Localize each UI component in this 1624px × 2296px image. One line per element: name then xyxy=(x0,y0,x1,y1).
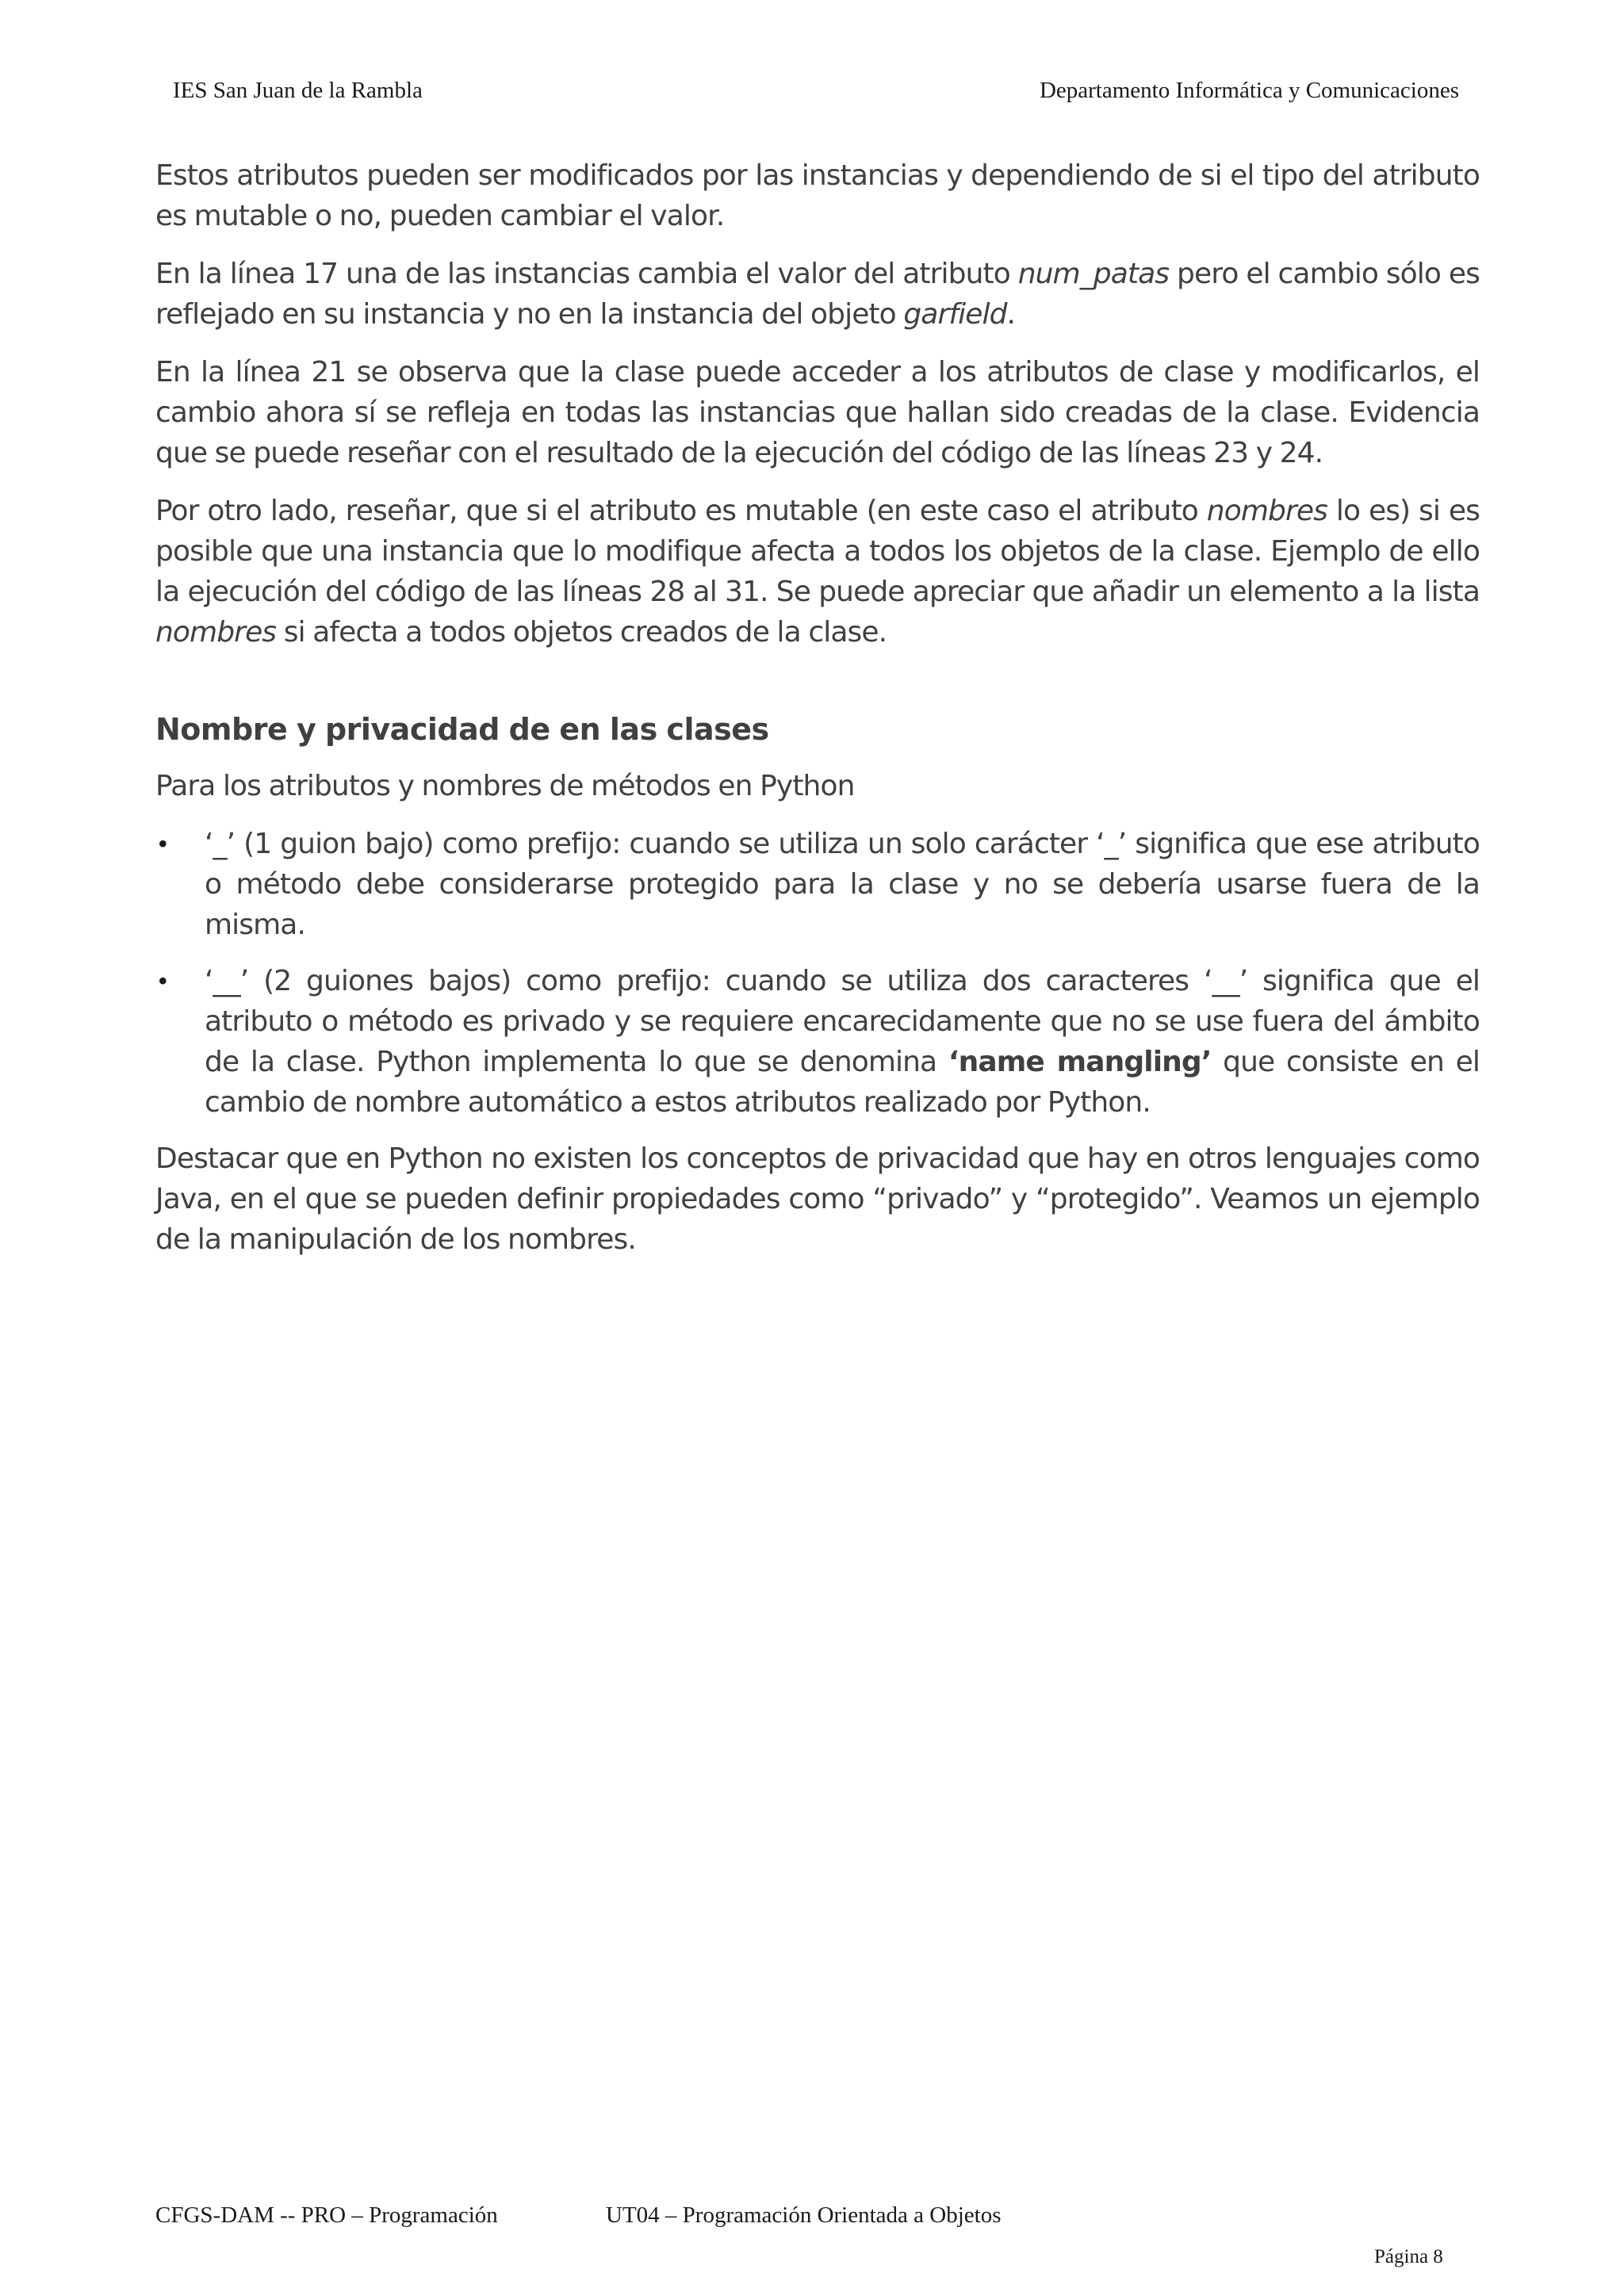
header-department: Departamento Informática y Comunicaciones xyxy=(1039,78,1459,103)
bullet-2-text-b: que consiste en el cambio de nombre automático a estos atributos realizado por Python. xyxy=(205,1046,1480,1119)
footer-unit: UT04 – Programación Orientada a Objetos xyxy=(606,2202,1002,2228)
bullet-icon: • xyxy=(158,965,167,997)
emphasis-num-patas: num_patas xyxy=(1017,258,1170,290)
paragraph-2-text-b: pero el cambio sólo es reflejado en su instancia y no en la instancia del objeto xyxy=(155,258,1480,331)
paragraph-4-text-c: si afecta a todos objetos creados de la clase. xyxy=(276,616,887,649)
closing-paragraph: Destacar que en Python no existen los conceptos de privacidad que hay en otros lenguajes como Java, en el que se pueden definir propiedades como “privado” y “protegido”. Veamos un ejemplo de la manipulación de los nombres. xyxy=(155,1142,1480,1256)
footer-course: CFGS-DAM -- PRO – Programación xyxy=(155,2202,498,2228)
bullet-2-text-a: ‘__’ (2 guiones bajos) como prefijo: cuando se utiliza dos caracteres ‘__’ significa que el atributo o método es privado y se requiere encarecidamente que no se use fuera del ámbito de la clase. Python implementa lo que se denomina xyxy=(205,965,1480,1078)
bold-name-mangling: ‘name mangling’ xyxy=(948,1046,1212,1078)
paragraph-4-text-b: lo es) si es posible que una instancia que lo modifique afecta a todos los objetos de la clase. Ejemplo de ello la ejecución del código de las líneas 28 al 31. Se puede apreciar que añadir un elemento a la lista xyxy=(155,495,1480,608)
paragraph-2-text-a: En la línea 17 una de las instancias cambia el valor del atributo xyxy=(155,258,1018,290)
paragraph-1: Estos atributos pueden ser modificados por las instancias y dependiendo de si el tipo del atributo es mutable o no, pueden cambiar el valor. xyxy=(155,159,1480,232)
bullet-item-double-underscore xyxy=(155,961,1480,1123)
emphasis-nombres-1: nombres xyxy=(1206,495,1327,527)
section-heading: Nombre y privacidad de en las clases xyxy=(155,712,769,747)
bullet-item-single-underscore xyxy=(155,824,1480,945)
paragraph-2-text-c: . xyxy=(1006,298,1016,331)
bullet-icon: • xyxy=(158,828,167,859)
bullet-1-text: ‘_’ (1 guion bajo) como prefijo: cuando se utiliza un solo carácter ‘_’ significa que ese atributo o método debe considerarse protegido para la clase y no se debería usarse fuera de la misma. xyxy=(205,828,1480,941)
paragraph-4 xyxy=(155,491,1480,652)
emphasis-nombres-2: nombres xyxy=(155,616,277,649)
page-number: Página 8 xyxy=(1374,2246,1443,2267)
paragraph-2 xyxy=(155,254,1480,335)
header-institution: IES San Juan de la Rambla xyxy=(173,78,423,103)
paragraph-3: En la línea 21 se observa que la clase puede acceder a los atributos de clase y modificarlos, el cambio ahora sí se refleja en todas las instancias que hallan sido creadas de la clase. Evidencia que se puede reseñar con el resultado de la ejecución del código de las líneas 23 y 24. xyxy=(155,356,1480,469)
emphasis-garfield: garfield xyxy=(903,298,1007,331)
paragraph-4-text-a: Por otro lado, reseñar, que si el atributo es mutable (en este caso el atributo xyxy=(155,495,1207,527)
bullet-list xyxy=(155,824,1480,1123)
page-body xyxy=(155,155,1480,1277)
section-intro: Para los atributos y nombres de métodos en Python xyxy=(155,770,855,802)
